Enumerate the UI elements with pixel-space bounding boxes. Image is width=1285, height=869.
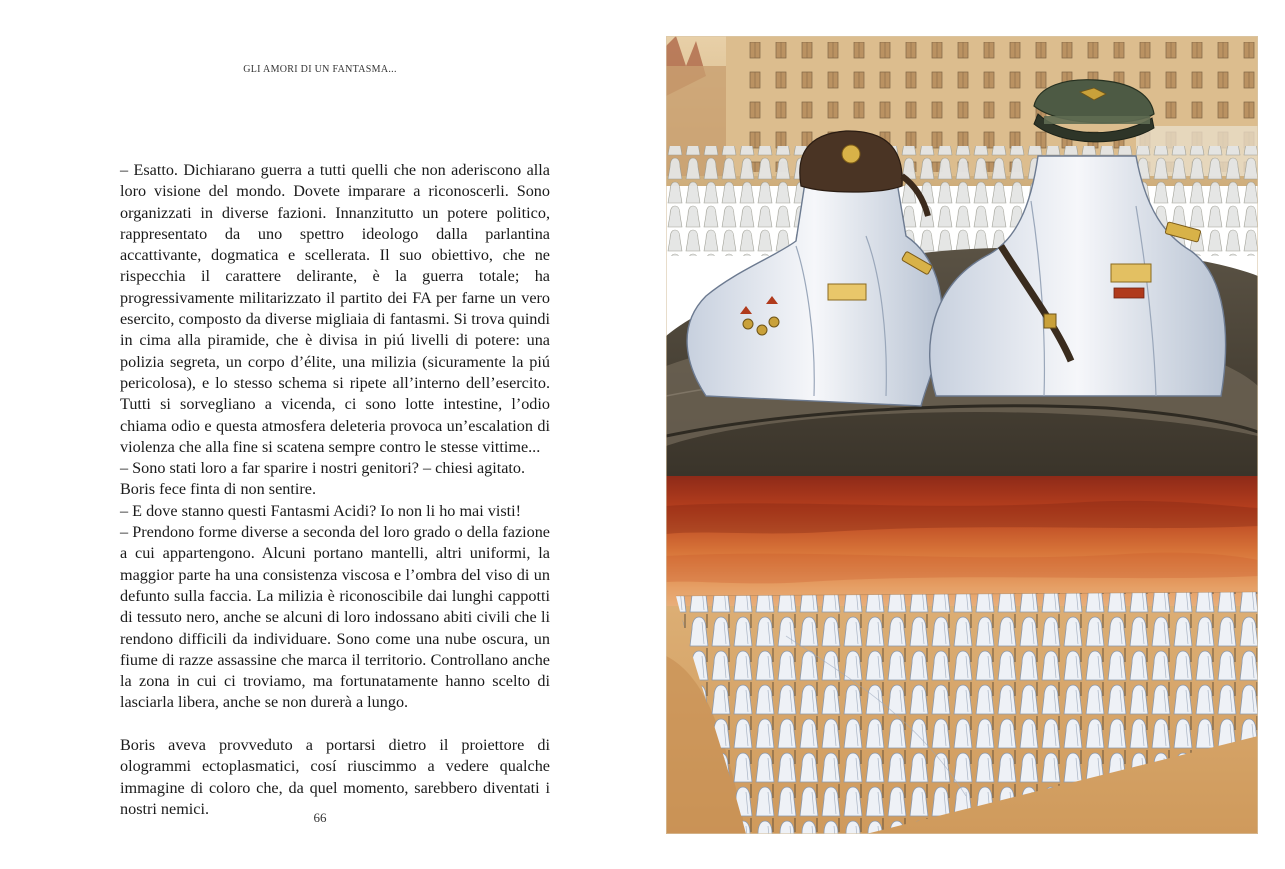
paragraph-1: – Esatto. Dichiarano guerra a tutti quelli che non aderiscono alla loro visione del mondo. Dovete imparare a riconoscerli. Sono organizzati in diverse fazioni. Innanzitutto un potere politico, rappresentato da uno spettro ideologo dalla parlantina accattivante, dogmatica e scellerata. Il suo obiettivo, che ne rispecchia il carattere delirante, è la guerra totale; ha progressivamente militarizzato il partito dei FA per farne un vero esercito, composto da diverse migliaia di fantasmi. Si trova quindi in cima alla piramide, che è divisa in piú livelli di potere: una polizia segreta, un corpo d’élite, una milizia (sicuramente la piú pericolosa), e lo stesso schema si ripete all’interno dell’esercito. Tutti si sorvegliano a vicenda, ci sono lotte intestine, l’odio chiama odio e questa atmosfera deleteria provoca un’escalation di violenza che alla fine si scatena sempre contro le stesse vittime...	[120, 161, 550, 456]
paragraph-2: – Sono stati loro a far sparire i nostri genitori? – chiesi agitato.	[120, 459, 526, 478]
illustration-canvas	[666, 36, 1258, 834]
paragraph-4: – E dove stanno questi Fantasmi Acidi? Io non li ho mai visti!	[120, 501, 522, 520]
ghost-parade-illustration	[666, 36, 1258, 834]
paragraph-5: – Prendono forme diverse a seconda del loro grado o della fazione a cui appartengono. Alcuni portano mantelli, altri uniformi, la maggior parte ha una consistenza viscosa e l’ombra del viso di un defunto sulla faccia. La milizia è riconoscibile dai lunghi cappotti di tessuto nero, anche se alcuni di loro indossano abiti civili che li rendono difficili da individuare. Sono come una nube oscura, un fiume di razze assassine che marca il territorio. Controllano anche la zona in cui ci troviamo, ma fortunatamente hanno scelto di lasciarla libera, anche se non durerà a lungo.	[120, 523, 550, 712]
body-text	[120, 160, 550, 820]
page-number: 66	[313, 810, 327, 825]
paragraph-gap	[120, 714, 550, 735]
paragraph-6: Boris aveva provveduto a portarsi dietro il proiettore di ologrammi ectoplasmatici, cosí riuscimmo a vedere qualche immagine di coloro che, da quel momento, sarebbero diventati i nostri nemici.	[120, 736, 550, 818]
paragraph-3: Boris fece finta di non sentire.	[120, 480, 316, 499]
left-page	[0, 0, 640, 869]
running-head: GLI AMORI DI UN FANTASMA...	[243, 64, 397, 75]
right-page	[640, 0, 1285, 869]
